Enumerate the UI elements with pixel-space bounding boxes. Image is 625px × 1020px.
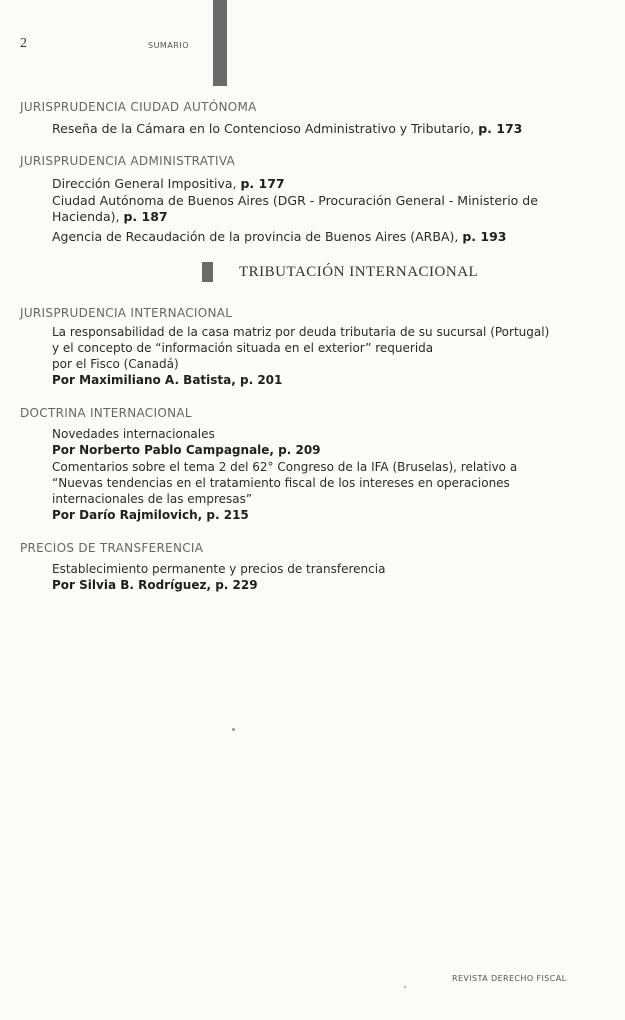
entry-line: internacionales de las empresas” [52, 492, 253, 506]
entry-page: p. 187 [123, 209, 168, 224]
entry-page: p. 177 [240, 176, 285, 191]
entry-page: p. 173 [478, 121, 523, 136]
section-heading-ciudad: JURISPRUDENCIA CIUDAD AUTÓNOMA [20, 100, 257, 114]
entry-text: Reseña de la Cámara en lo Contencioso Administrativo y Tributario, [52, 121, 475, 136]
entry-line: La responsabilidad de la casa matriz por deuda tributaria de su sucursal (Portugal) [52, 325, 550, 339]
entry-line: y el concepto de “información situada en el exterior” requerida [52, 341, 434, 355]
band-marker [202, 262, 213, 282]
section-heading-internacional: JURISPRUDENCIA INTERNACIONAL [20, 306, 233, 320]
toc-entry[interactable] [52, 193, 557, 225]
toc-entry[interactable] [52, 121, 562, 137]
entry-text: Dirección General Impositiva, [52, 176, 237, 191]
entry-line: “Nuevas tendencias en el tratamiento fiscal de los intereses en operaciones [52, 476, 510, 490]
scan-speck [404, 986, 406, 988]
toc-entry[interactable] [52, 561, 562, 593]
entry-text: Establecimiento permanente y precios de transferencia [52, 562, 386, 576]
scan-speck [232, 728, 235, 731]
section-heading-administrativa: JURISPRUDENCIA ADMINISTRATIVA [20, 154, 236, 168]
entry-author: Por Silvia B. Rodríguez, p. 229 [52, 578, 258, 592]
running-title: SUMARIO [148, 41, 190, 50]
toc-entry[interactable] [52, 229, 562, 245]
toc-entry[interactable] [52, 459, 562, 523]
page-number: 2 [20, 36, 27, 51]
entry-author: Por Maximiliano A. Batista, p. 201 [52, 373, 283, 387]
entry-page: p. 193 [462, 229, 507, 244]
thumb-index-tab [213, 0, 227, 86]
toc-entry[interactable] [52, 176, 562, 192]
section-heading-doctrina: DOCTRINA INTERNACIONAL [20, 406, 192, 420]
entry-text: Agencia de Recaudación de la provincia de Buenos Aires (ARBA), [52, 229, 459, 244]
entry-text: Novedades internacionales [52, 427, 215, 441]
entry-author: Por Darío Rajmilovich, p. 215 [52, 508, 249, 522]
entry-line: Comentarios sobre el tema 2 del 62° Congreso de la IFA (Bruselas), relativo a [52, 460, 518, 474]
toc-entry[interactable] [52, 426, 562, 458]
entry-author: Por Norberto Pablo Campagnale, p. 209 [52, 443, 321, 457]
journal-footer: REVISTA DERECHO FISCAL [452, 974, 567, 983]
entry-text: Ciudad Autónoma de Buenos Aires (DGR - Procuración General - Ministerio de Hacienda), [52, 193, 538, 224]
entry-line: por el Fisco (Canadá) [52, 357, 179, 371]
section-heading-precios: PRECIOS DE TRANSFERENCIA [20, 541, 204, 555]
part-title: TRIBUTACIÓN INTERNACIONAL [239, 263, 479, 280]
part-band [202, 262, 478, 282]
toc-entry[interactable] [52, 324, 562, 388]
